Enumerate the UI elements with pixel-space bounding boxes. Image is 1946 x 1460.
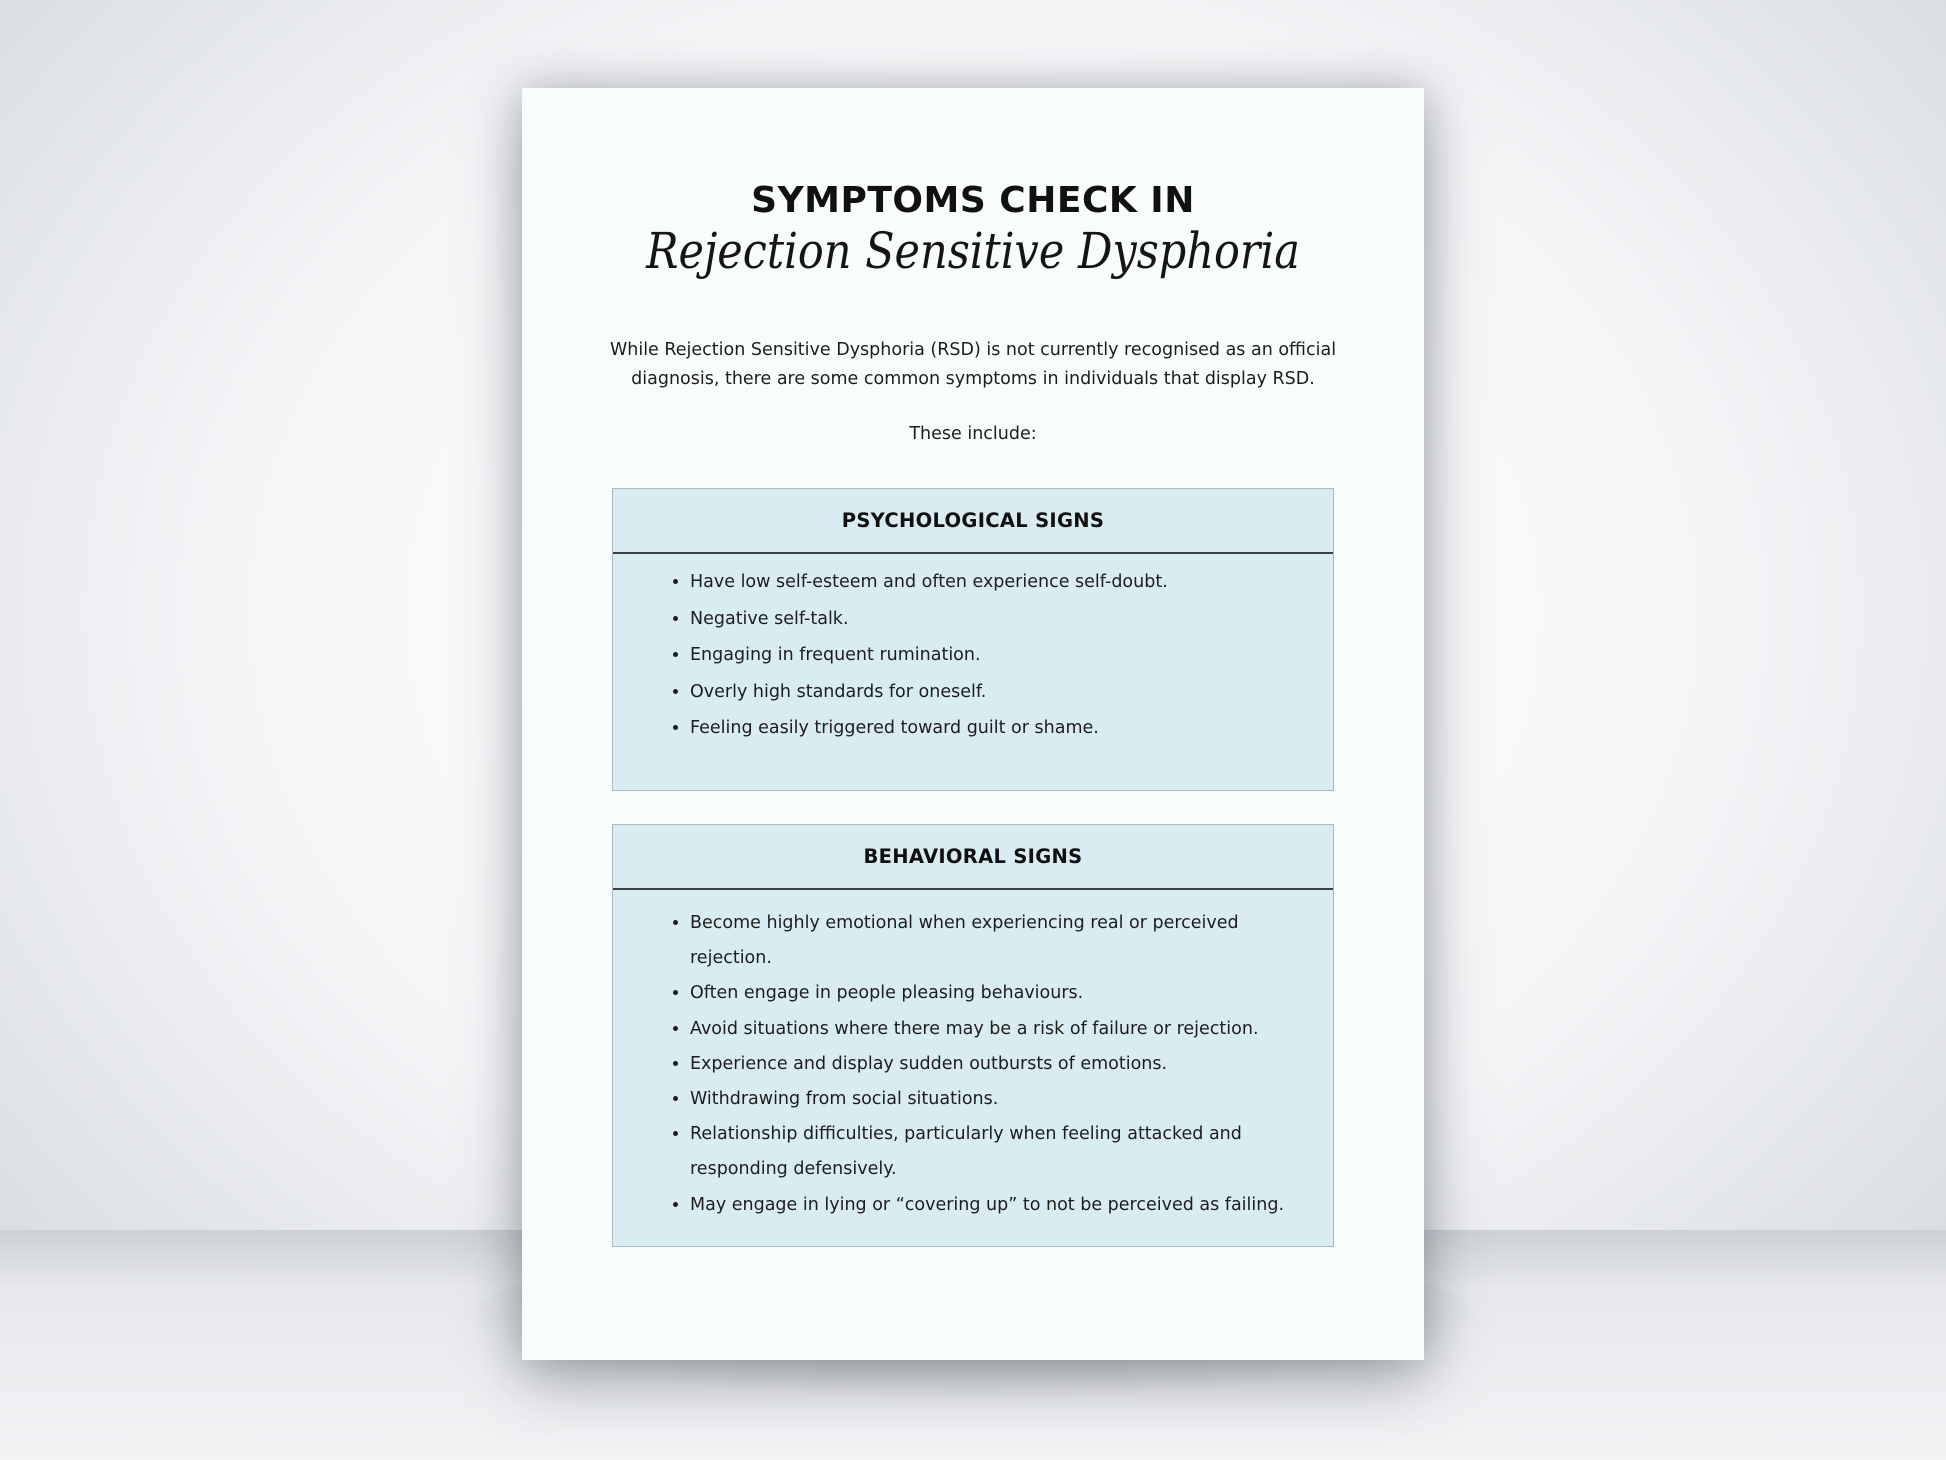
list-item: • Avoid situations where there may be a risk of failure or rejection. — [690, 1012, 1293, 1047]
list-item: • Feeling easily triggered toward guilt or shame. — [690, 710, 1293, 747]
symptom-list — [613, 554, 1333, 747]
section-heading: PSYCHOLOGICAL SIGNS — [613, 489, 1333, 554]
symptom-list — [613, 890, 1333, 1223]
list-item: • Negative self-talk. — [690, 601, 1293, 638]
list-item: • Experience and display sudden outbursts of emotions. — [690, 1047, 1293, 1082]
document-page — [522, 88, 1424, 1360]
list-item: • Engaging in frequent rumination. — [690, 637, 1293, 674]
section-heading: BEHAVIORAL SIGNS — [613, 825, 1333, 890]
list-item: • May engage in lying or “covering up” to not be perceived as failing. — [690, 1188, 1293, 1223]
list-item: • Have low self-esteem and often experience self-doubt. — [690, 564, 1293, 601]
intro-paragraph: While Rejection Sensitive Dysphoria (RSD) is not currently recognised as an official diagnosis, there are some common symptoms in individuals that display RSD. — [609, 340, 1337, 389]
lead-text: These include: — [909, 424, 1037, 444]
list-item: • Often engage in people pleasing behaviours. — [690, 976, 1293, 1011]
list-item: • Overly high standards for oneself. — [690, 674, 1293, 711]
page-title: SYMPTOMS CHECK IN — [751, 180, 1195, 221]
psychological-signs-section — [612, 488, 1334, 791]
page-subtitle: Rejection Sensitive Dysphoria — [646, 222, 1300, 280]
list-item: • Relationship difficulties, particularly when feeling attacked and responding defensively. — [690, 1117, 1293, 1187]
behavioral-signs-section — [612, 824, 1334, 1247]
list-item: • Withdrawing from social situations. — [690, 1082, 1293, 1117]
list-item: • Become highly emotional when experiencing real or perceived rejection. — [690, 906, 1293, 976]
